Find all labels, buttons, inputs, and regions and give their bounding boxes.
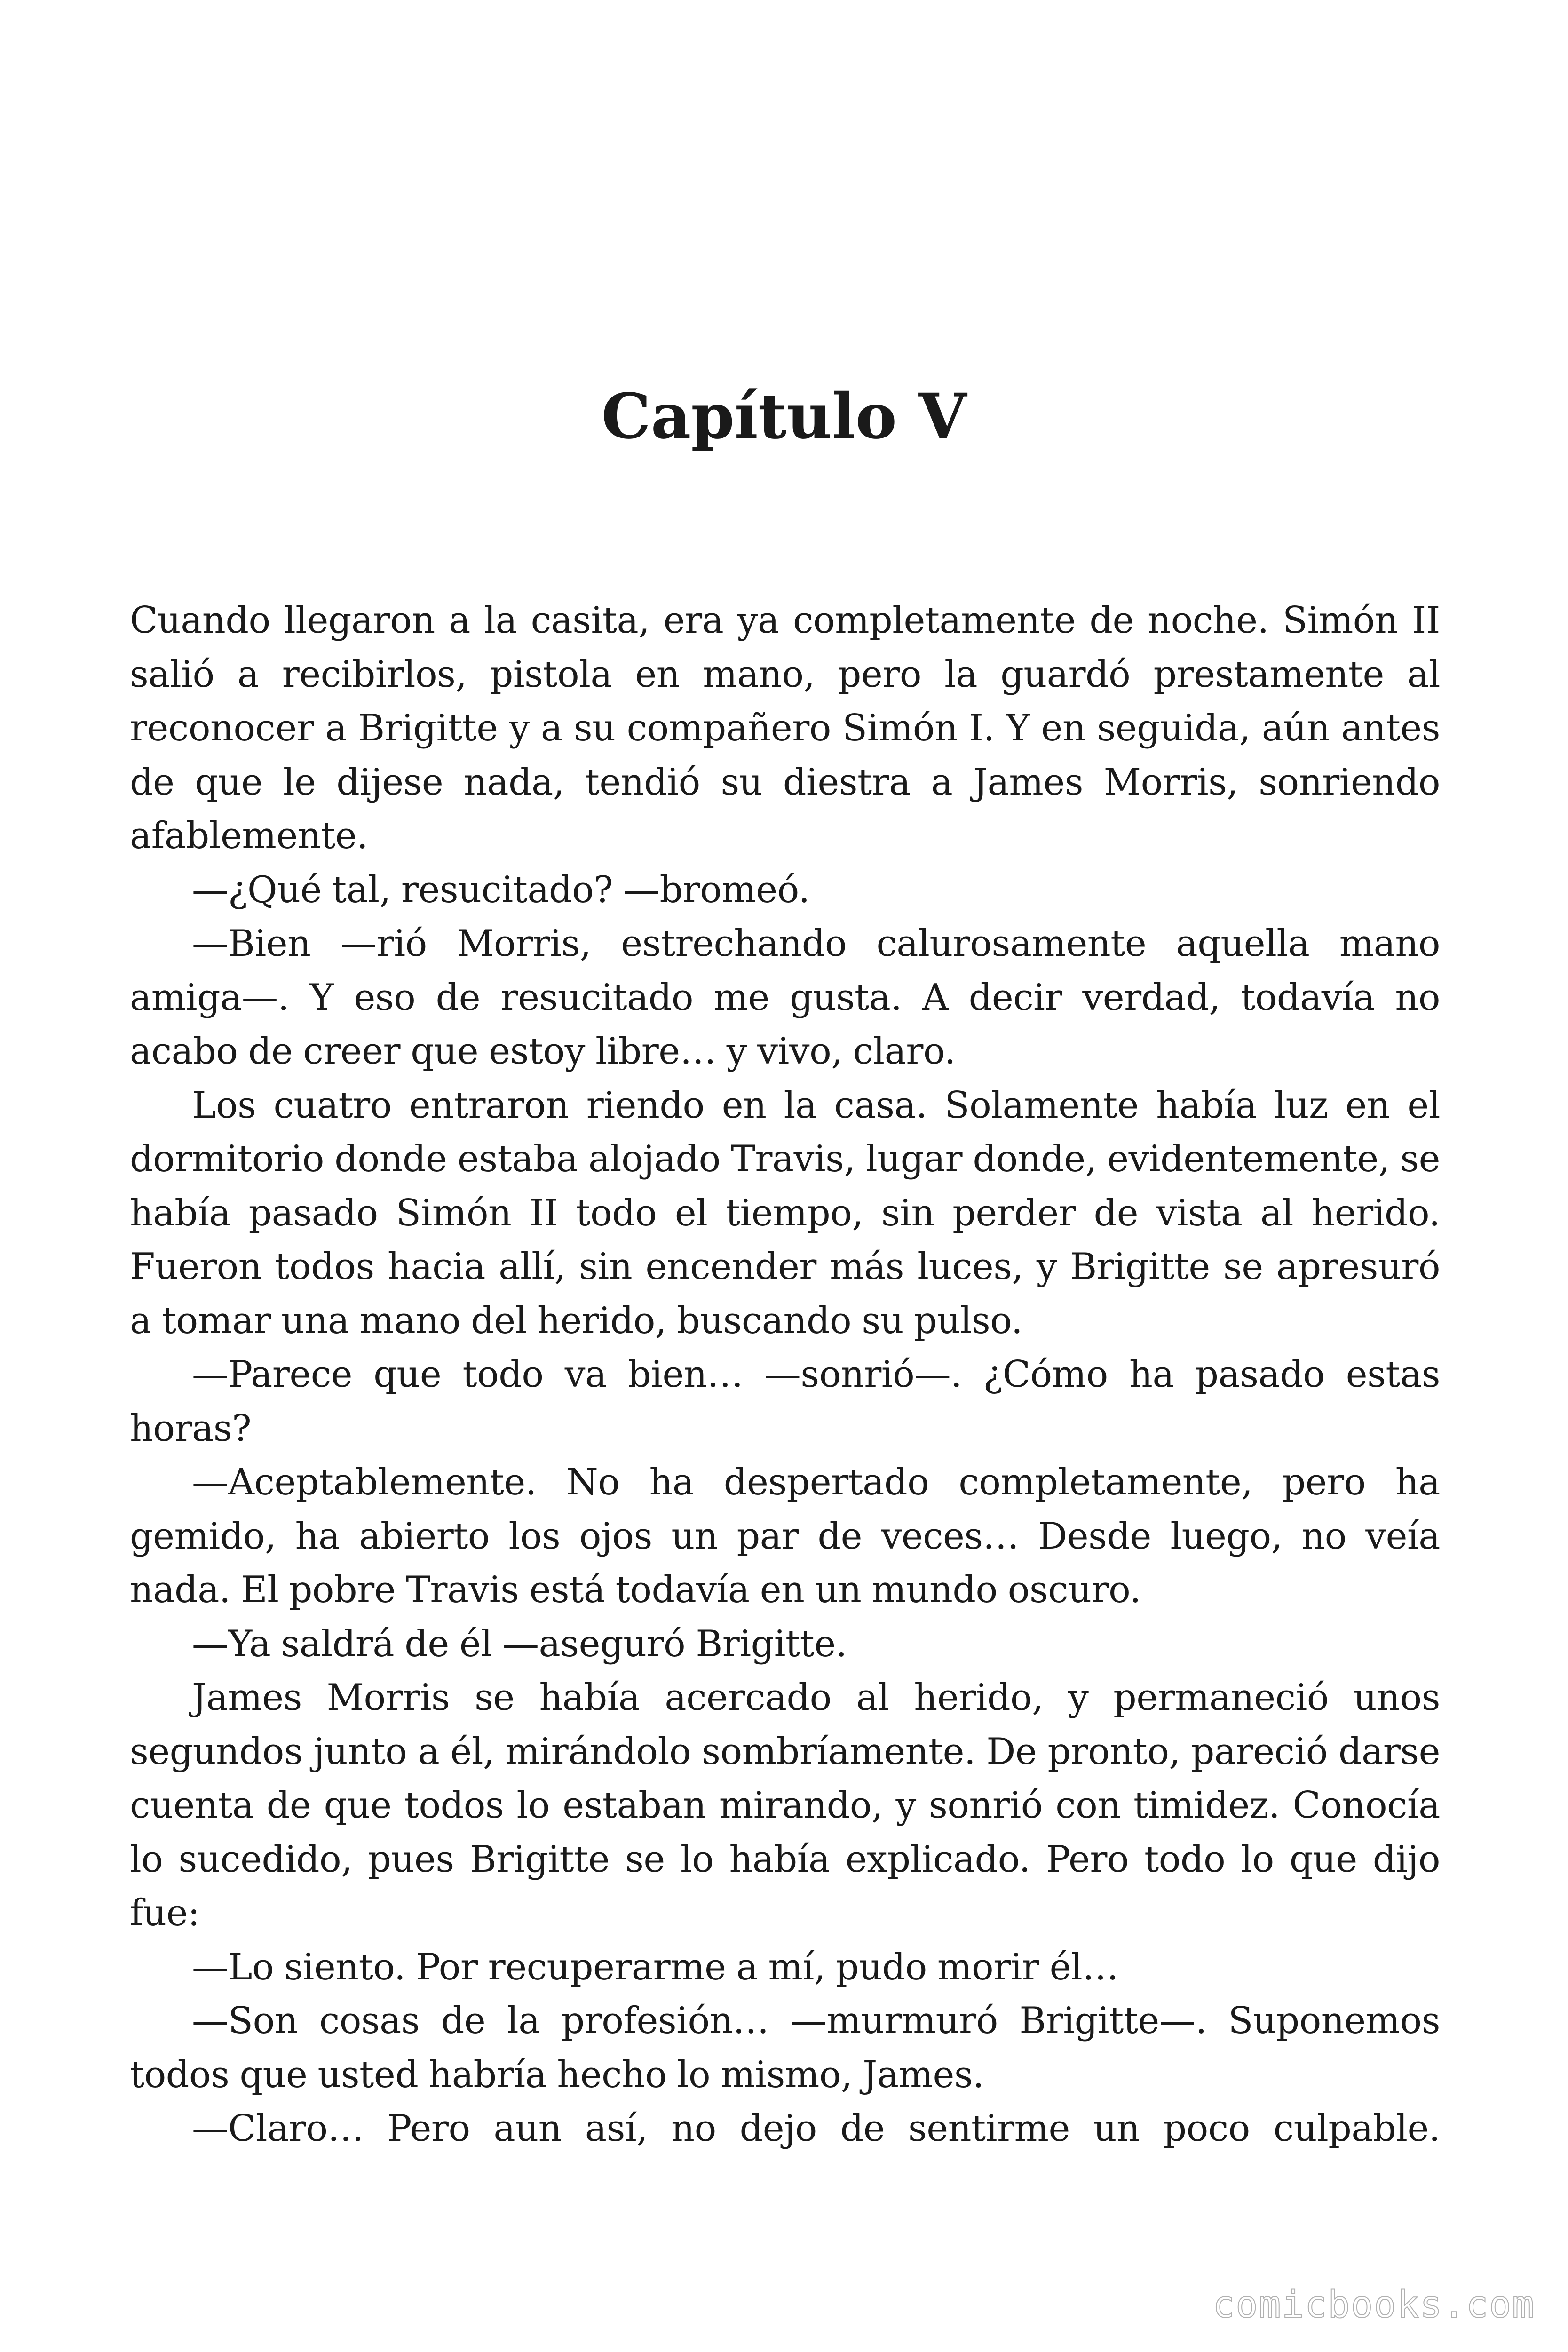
paragraph: Cuando llegaron a la casita, era ya completamente de noche. Simón II salió a recibirlos, pistola en mano, pero la guardó prestamente al reconocer a Brigitte y a su compañero Simón I. Y en seguida, aún antes de que le dijese nada, tendió su diestra a James Morris, sonriendo afablemente. xyxy=(130,599,1440,857)
paragraph: —Claro… Pero aun así, no dejo de sentirme un poco culpable. xyxy=(192,2107,1440,2150)
paragraph: —Bien —rió Morris, estrechando calurosamente aquella mano amiga—. Y eso de resucitado me gusta. A decir verdad, todavía no acabo de creer que estoy libre… y vivo, claro. xyxy=(130,922,1440,1073)
paragraph: —Ya saldrá de él —aseguró Brigitte. xyxy=(192,1622,847,1665)
paragraph: —Aceptablemente. No ha despertado completamente, pero ha gemido, ha abierto los ojos un par de veces… Desde luego, no veía nada. El pobre Travis está todavía en un mundo oscuro. xyxy=(130,1461,1440,1611)
chapter-body xyxy=(130,594,1440,2156)
paragraph: —Parece que todo va bien… —sonrió—. ¿Cómo ha pasado estas horas? xyxy=(130,1353,1440,1450)
watermark: comicbooks.com xyxy=(1212,2284,1535,2326)
paragraph: —Lo siento. Por recuperarme a mí, pudo morir él… xyxy=(192,1946,1119,1988)
paragraph: —¿Qué tal, resucitado? —bromeó. xyxy=(192,868,810,911)
paragraph: Los cuatro entraron riendo en la casa. Solamente había luz en el dormitorio donde estaba alojado Travis, lugar donde, evidentemente, se había pasado Simón II todo el tiempo, sin perder de vista al herido. Fueron todos hacia allí, sin encender más luces, y Brigitte se apresuró a tomar una mano del herido, buscando su pulso. xyxy=(130,1084,1440,1342)
paragraph: James Morris se había acercado al herido, y permaneció unos segundos junto a él, mirándolo sombríamente. De pronto, pareció darse cuenta de que todos lo estaban mirando, y sonrió con timidez. Conocía lo sucedido, pues Brigitte se lo había explicado. Pero todo lo que dijo fue: xyxy=(130,1677,1440,1934)
chapter-title: Capítulo V xyxy=(601,380,967,453)
paragraph: —Son cosas de la profesión… —murmuró Brigitte—. Suponemos todos que usted habría hecho lo mismo, James. xyxy=(130,2000,1440,2096)
